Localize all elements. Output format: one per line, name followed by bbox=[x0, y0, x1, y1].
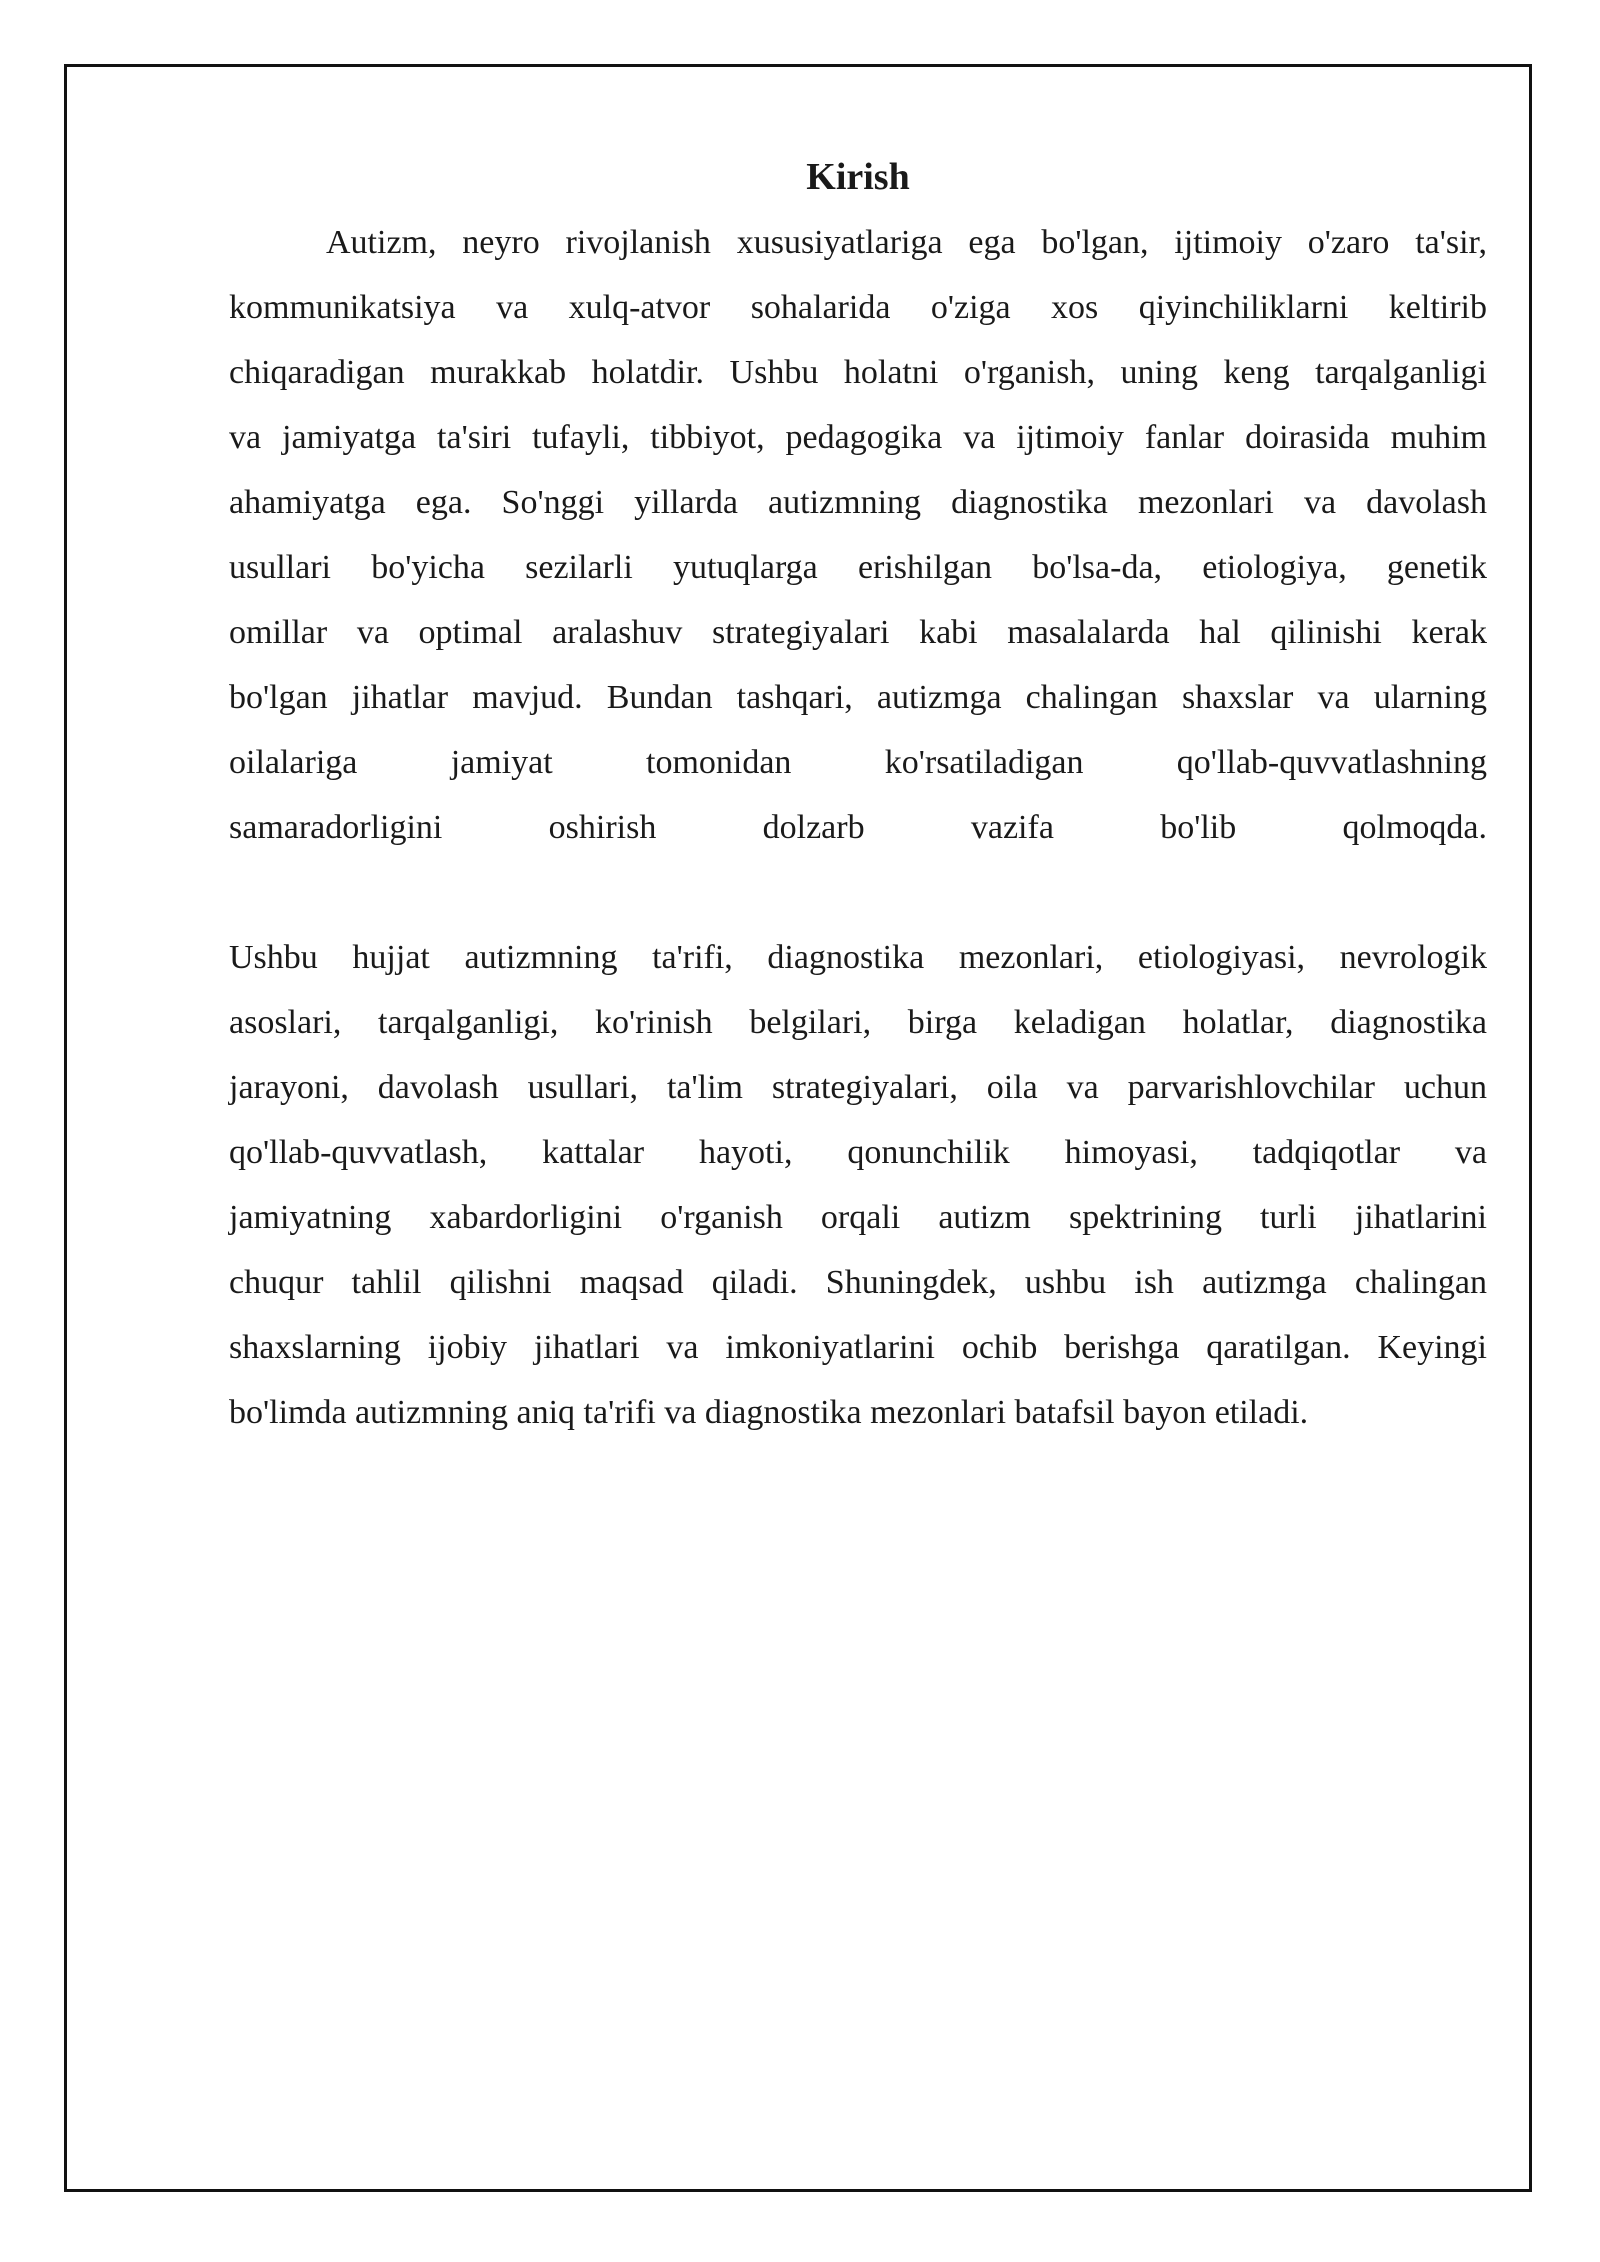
paragraph-line: ahamiyatga ega. So'nggi yillarda autizmning diagnostika mezonlari va davolash bbox=[229, 484, 1487, 521]
paragraph-line: qo'llab-quvvatlash, kattalar hayoti, qonunchilik himoyasi, tadqiqotlar va bbox=[229, 1134, 1487, 1171]
paragraph-scope bbox=[229, 925, 1487, 1445]
paragraph-line: usullari bo'yicha sezilarli yutuqlarga erishilgan bo'lsa-da, etiologiya, genetik bbox=[229, 549, 1487, 586]
paragraph-line: va jamiyatga ta'siri tufayli, tibbiyot, pedagogika va ijtimoiy fanlar doirasida muhim bbox=[229, 419, 1487, 456]
paragraph-spacer bbox=[229, 860, 1487, 925]
paragraph-line: chiqaradigan murakkab holatdir. Ushbu holatni o'rganish, uning keng tarqalganligi bbox=[229, 354, 1487, 391]
paragraph-line: jarayoni, davolash usullari, ta'lim strategiyalari, oila va parvarishlovchilar uchun bbox=[229, 1069, 1487, 1106]
section-heading: Kirish bbox=[806, 156, 910, 198]
paragraph-line: Autizm, neyro rivojlanish xususiyatlariga ega bo'lgan, ijtimoiy o'zaro ta'sir, bbox=[326, 224, 1487, 261]
paragraph-line: oilalariga jamiyat tomonidan ko'rsatiladigan qo'llab-quvvatlashning bbox=[229, 744, 1487, 781]
paragraph-line: jamiyatning xabardorligini o'rganish orqali autizm spektrining turli jihatlarini bbox=[229, 1199, 1487, 1236]
paragraph-line: chuqur tahlil qilishni maqsad qiladi. Shuningdek, ushbu ish autizmga chalingan bbox=[229, 1264, 1487, 1301]
paragraph-introduction bbox=[229, 210, 1487, 860]
paragraph-line: kommunikatsiya va xulq-atvor sohalarida o'ziga xos qiyinchiliklarni keltirib bbox=[229, 289, 1487, 326]
paragraph-line: samaradorligini oshirish dolzarb vazifa bo'lib qolmoqda. bbox=[229, 809, 1487, 846]
paragraph-line: bo'lgan jihatlar mavjud. Bundan tashqari, autizmga chalingan shaxslar va ularning bbox=[229, 679, 1487, 716]
paragraph-line: shaxslarning ijobiy jihatlari va imkoniyatlarini ochib berishga qaratilgan. Keyingi bbox=[229, 1329, 1487, 1366]
paragraph-line: omillar va optimal aralashuv strategiyalari kabi masalalarda hal qilinishi kerak bbox=[229, 614, 1487, 651]
paragraph-line: Ushbu hujjat autizmning ta'rifi, diagnostika mezonlari, etiologiyasi, nevrologik bbox=[229, 939, 1487, 976]
document-body bbox=[229, 146, 1487, 1445]
paragraph-line: asoslari, tarqalganligi, ko'rinish belgilari, birga keladigan holatlar, diagnostika bbox=[229, 1004, 1487, 1041]
paragraph-line: bo'limda autizmning aniq ta'rifi va diagnostika mezonlari batafsil bayon etiladi. bbox=[229, 1394, 1309, 1431]
